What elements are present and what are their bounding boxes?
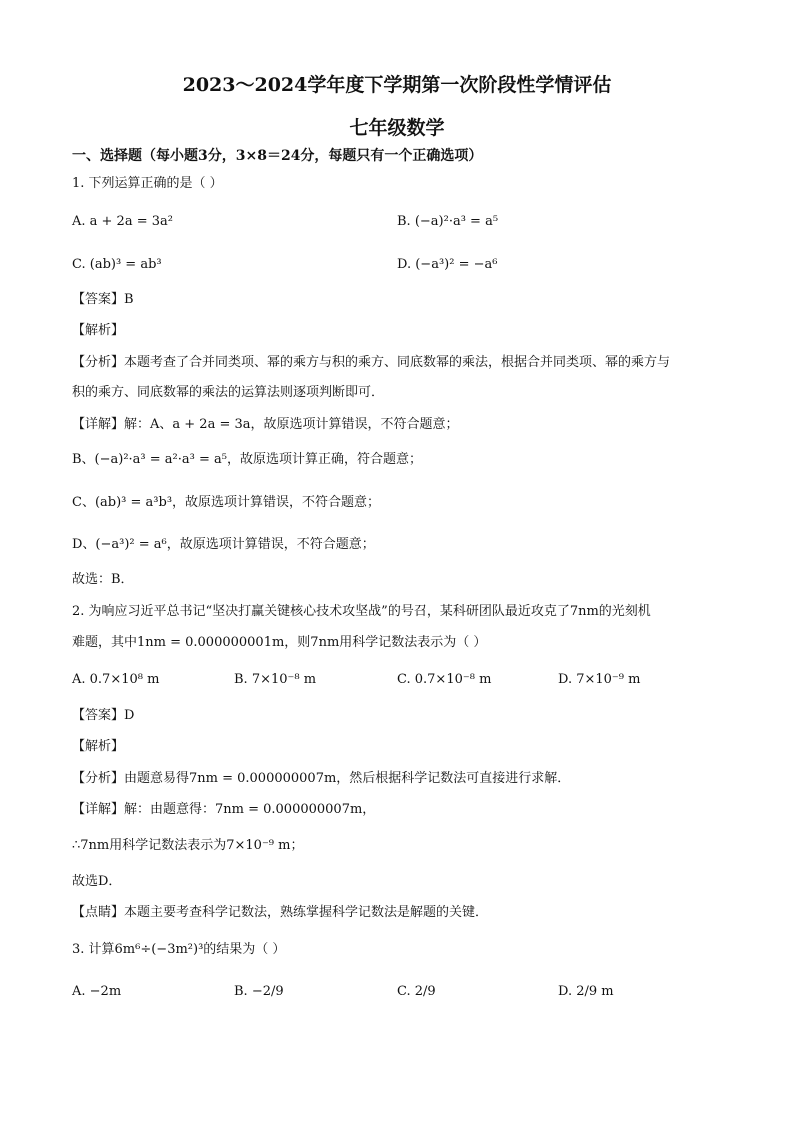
- q3-option-b: B. −2/9: [234, 984, 284, 999]
- q1-detail-b: B、(−a)²·a³ = a²·a³ = a⁵，故原选项计算正确，符合题意；: [72, 452, 422, 467]
- q1-detail-d: D、(−a³)² = a⁶，故原选项计算错误，不符合题意；: [72, 537, 375, 552]
- document-subtitle: 七年级数学: [349, 117, 445, 139]
- section-heading: 一、选择题（每小题3分，3×8＝24分，每题只有一个正确选项）: [72, 148, 483, 164]
- q2-answer: 【答案】D: [72, 708, 135, 723]
- q2-option-c: C. 0.7×10⁻⁸ m: [397, 672, 492, 687]
- q1-option-b: B. (−a)²·a³ = a⁵: [397, 214, 499, 229]
- q1-fenxi-line1: 【分析】本题考查了合并同类项、幂的乘方与积的乘方、同底数幂的乘法，根据合并同类项、幂的乘方与: [72, 355, 671, 370]
- q2-analysis-label: 【解析】: [72, 739, 125, 754]
- q2-option-a: A. 0.7×10⁸ m: [72, 672, 160, 687]
- q1-detail-a: 【详解】解：A、a + 2a = 3a，故原选项计算错误，不符合题意；: [72, 417, 459, 432]
- q2-stem-line2: 难题，其中1nm = 0.000000001m，则7nm用科学记数法表示为（ ）: [72, 635, 487, 650]
- q1-choose: 故选：B．: [72, 572, 134, 587]
- q2-fenxi: 【分析】由题意易得7nm = 0.000000007m，然后根据科学记数法可直接进行求解．: [72, 771, 571, 786]
- document-title: 2023～2024学年度下学期第一次阶段性学情评估: [182, 74, 612, 96]
- q2-option-b: B. 7×10⁻⁸ m: [234, 672, 317, 687]
- q2-detail-1: 【详解】解：由题意得：7nm = 0.000000007m，: [72, 802, 376, 817]
- q1-option-a: A. a + 2a = 3a²: [72, 214, 173, 229]
- q1-detail-c: C、(ab)³ = a³b³，故原选项计算错误，不符合题意；: [72, 495, 381, 510]
- q1-analysis-label: 【解析】: [72, 323, 125, 338]
- q3-option-c: C. 2/9: [397, 984, 436, 999]
- q1-fenxi-line2: 积的乘方、同底数幂的乘法的运算法则逐项判断即可．: [72, 385, 385, 400]
- q2-option-d: D. 7×10⁻⁹ m: [558, 672, 641, 687]
- q3-option-d: D. 2/9 m: [558, 984, 614, 999]
- q1-option-d: D. (−a³)² = −a⁶: [397, 257, 498, 272]
- q1-option-c: C. (ab)³ = ab³: [72, 257, 162, 272]
- q2-detail-2: ∴7nm用科学记数法表示为7×10⁻⁹ m；: [72, 838, 304, 853]
- q2-stem-line1: 2. 为响应习近平总书记“坚决打赢关键核心技术攻坚战”的号召，某科研团队最近攻克了7nm的光刻机: [72, 604, 651, 619]
- q1-stem: 1. 下列运算正确的是（ ）: [72, 176, 223, 191]
- q1-answer: 【答案】B: [72, 292, 134, 307]
- q3-option-a: A. −2m: [72, 984, 122, 999]
- q2-choose: 故选D．: [72, 874, 122, 889]
- q3-stem: 3. 计算6m⁶÷(−3m²)³的结果为（ ）: [72, 942, 286, 957]
- q2-dianjing: 【点睛】本题主要考查科学记数法，熟练掌握科学记数法是解题的关键．: [72, 905, 489, 920]
